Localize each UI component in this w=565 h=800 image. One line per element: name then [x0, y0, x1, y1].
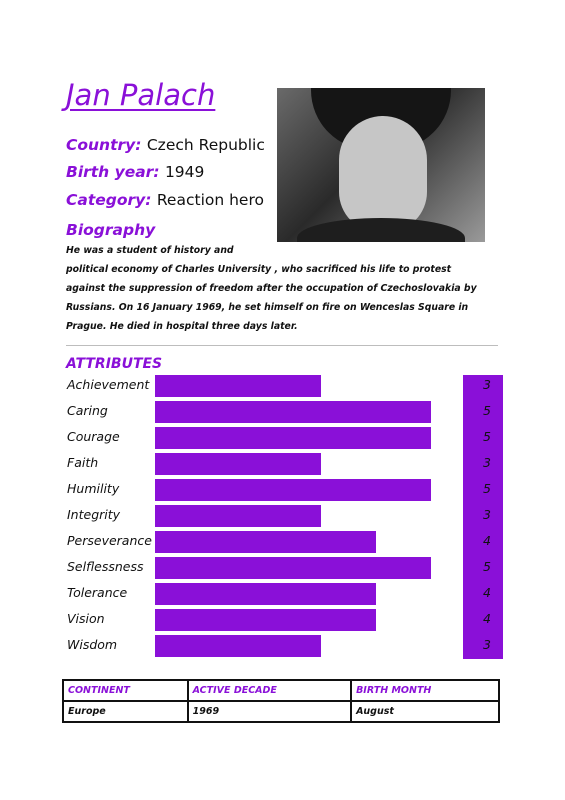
birth-month-header: BIRTH MONTH [351, 680, 499, 701]
active-decade-header: ACTIVE DECADE [188, 680, 351, 701]
attribute-label: Selflessness [67, 559, 144, 574]
attribute-row [66, 479, 504, 501]
attribute-label: Humility [67, 481, 120, 496]
attribute-score: 4 [483, 611, 491, 626]
attribute-row [66, 609, 504, 631]
attribute-score: 4 [483, 533, 491, 548]
info-table [62, 679, 500, 723]
attribute-score: 4 [483, 585, 491, 600]
category-label: Category: [66, 191, 152, 209]
attribute-bar [155, 635, 321, 657]
biography-line: Prague. He died in hospital three days later. [66, 321, 298, 332]
info-table-header-row [63, 680, 499, 701]
attribute-row [66, 583, 504, 605]
attribute-bar [155, 401, 431, 423]
biography-heading: Biography [66, 221, 156, 239]
attribute-score: 3 [483, 455, 491, 470]
attribute-score: 5 [483, 559, 491, 574]
page-title: Jan Palach [66, 78, 216, 112]
attribute-bar [155, 531, 376, 553]
attribute-label: Achievement [67, 377, 150, 392]
attribute-label: Integrity [67, 507, 121, 522]
attribute-bar [155, 479, 431, 501]
country-field [66, 136, 265, 154]
attribute-row [66, 453, 504, 475]
continent-value: Europe [63, 701, 188, 722]
attribute-label: Tolerance [67, 585, 128, 600]
attribute-row [66, 635, 504, 657]
attribute-row [66, 375, 504, 397]
category-value: Reaction hero [156, 191, 264, 209]
country-label: Country: [66, 136, 142, 154]
attribute-score: 3 [483, 377, 491, 392]
attributes-heading: ATTRIBUTES [66, 356, 163, 372]
attribute-bar [155, 557, 431, 579]
biography-line: political economy of Charles University , who sacrificed his life to protest [66, 264, 452, 275]
attribute-bar [155, 609, 376, 631]
attribute-row [66, 427, 504, 449]
birth-year-label: Birth year: [66, 163, 160, 181]
attribute-row [66, 401, 504, 423]
attribute-score: 5 [483, 429, 491, 444]
continent-header: CONTINENT [63, 680, 188, 701]
attribute-row [66, 505, 504, 527]
category-field [66, 191, 264, 209]
portrait-photo [277, 88, 485, 242]
attribute-score: 5 [483, 481, 491, 496]
attribute-bar [155, 583, 376, 605]
birth-month-value: August [351, 701, 499, 722]
info-table-value-row [63, 701, 499, 722]
attribute-label: Wisdom [67, 637, 118, 652]
attribute-label: Caring [67, 403, 108, 418]
attribute-label: Perseverance [67, 533, 152, 548]
attribute-row [66, 557, 504, 579]
biography-line: against the suppression of freedom after the occupation of Czechoslovakia by [66, 283, 477, 294]
birth-year-value: 1949 [164, 163, 205, 181]
attribute-label: Vision [67, 611, 105, 626]
biography-line: Russians. On 16 January 1969, he set himself on fire on Wenceslas Square in [66, 302, 469, 313]
attribute-label: Courage [67, 429, 120, 444]
biography-line: He was a student of history and [66, 245, 234, 256]
birth-year-field [66, 163, 204, 181]
country-value: Czech Republic [146, 136, 265, 154]
attribute-bar [155, 505, 321, 527]
attribute-bar [155, 453, 321, 475]
active-decade-value: 1969 [188, 701, 351, 722]
attribute-score: 5 [483, 403, 491, 418]
attribute-score: 3 [483, 637, 491, 652]
attribute-score: 3 [483, 507, 491, 522]
attribute-bar [155, 375, 321, 397]
attribute-row [66, 531, 504, 553]
section-divider [66, 345, 498, 346]
attribute-bar [155, 427, 431, 449]
attribute-label: Faith [67, 455, 99, 470]
